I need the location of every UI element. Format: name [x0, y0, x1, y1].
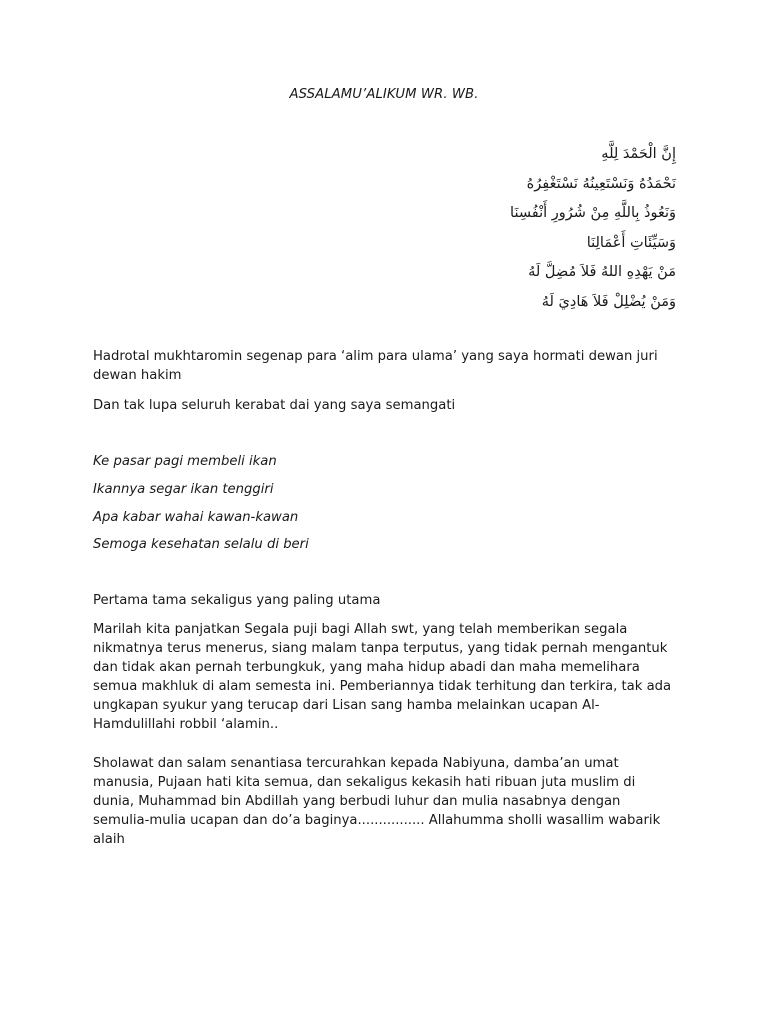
- arabic-line: نَحْمَدُهُ وَنَسْتَعِينُهُ نَسْتَغْفِرُهُ: [526, 175, 676, 192]
- first-paragraph: Pertama tama sekaligus yang paling utama: [93, 593, 381, 608]
- arabic-line: مَنْ يَهْدِهِ اللهُ فَلاَ مُضِلَّ لَهُ: [528, 264, 676, 281]
- praise-paragraph: Marilah kita panjatkan Segala puji bagi Allah swt, yang telah memberikan segala nikmatnya terus menerus, siang malam tanpa terputus, yang tidak pernah mengantuk dan tidak akan pernah terbungkuk, yang maha hidup abadi dan maha memelihara semua makhluk di alam semesta ini. Pemberiannya tidak terhitung dan terkira, tak ada ungkapan syukur yang terucap dari Lisan sang hamba melainkan ucapan Al-Hamdulillahi robbil ‘alamin..: [93, 622, 672, 732]
- arabic-line: وَسَيِّئَاتِ أَعْمَالِنَا: [586, 234, 676, 251]
- sholawat-paragraph: Sholawat dan salam senantiasa tercurahkan kepada Nabiyuna, damba’an umat manusia, Pujaan hati kita semua, dan sekaligus kekasih hati ribuan juta muslim di dunia, Muhammad bin Abdillah yang berbudi luhur dan mulia nasabnya dengan semulia-mulia ucapan dan do’a baginya................ Allahumma sholli wasallim wabarik alaih: [93, 756, 661, 847]
- family-paragraph: Dan tak lupa seluruh kerabat dai yang saya semangati: [93, 398, 456, 413]
- arabic-line: وَمَنْ يُضْلِلْ فَلاَ هَادِيَ لَهُ: [541, 293, 676, 310]
- pantun-verse: [93, 452, 678, 563]
- greeting-paragraph: Hadrotal mukhtaromin segenap para ‘alim para ulama’ yang saya hormati dewan juri dewan hakim: [93, 349, 658, 383]
- pantun-line: Ikannya segar ikan tenggiri: [93, 481, 274, 497]
- pantun-line: Semoga kesehatan selalu di beri: [93, 537, 309, 553]
- pantun-line: Ke pasar pagi membeli ikan: [93, 454, 277, 469]
- document-title: ASSALAMU’ALIKUM WR. WB.: [289, 87, 479, 102]
- arabic-line: إِنَّ الْحَمْدَ لِلَّهِ: [601, 146, 676, 162]
- arabic-line: وَنَعُوذُ بِاللَّهِ مِنْ شُرُورِ أَنْفُسِنَا: [510, 205, 676, 222]
- pantun-line: Apa kabar wahai kawan-kawan: [93, 509, 299, 525]
- arabic-opening-block: [380, 140, 676, 318]
